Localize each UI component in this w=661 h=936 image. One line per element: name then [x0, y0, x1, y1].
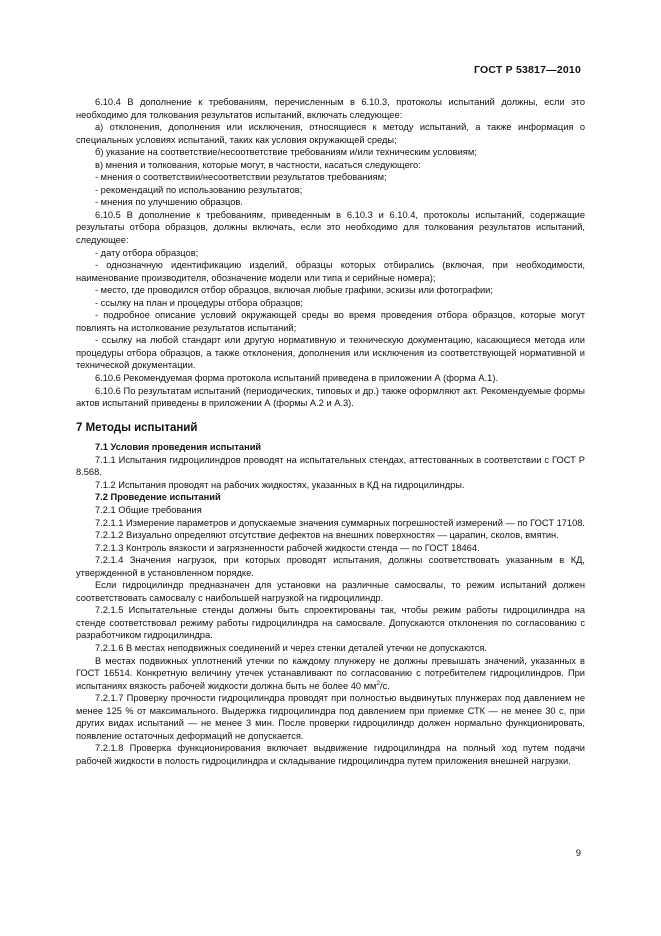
leaks-text-end: /с.	[380, 680, 390, 691]
paragraph-7-2-1-6: 7.2.1.6 В местах неподвижных соединений и через стенки деталей утечки не допускаются.	[95, 642, 488, 653]
leaks-text: В местах подвижных уплотнений утечки по каждому плунжеру не должны превышать значений, указанных в ГОСТ 16514. Конкретную величину утечек устанавливают по согласованию с потребителем гидроцилиндров. При испытаниях вязкость рабочей жидкости должна быть не более 40 мм	[76, 655, 585, 691]
list-item-c: в) мнения и толкования, которые могут, в частности, касаться следующего:	[95, 159, 421, 170]
list-item-dash: - подробное описание условий окружающей среды во время проведения отбора образцов, которые могут повлиять на истолкование результатов испытаний;	[76, 310, 585, 333]
page-number: 9	[575, 848, 581, 859]
list-item-dash: - дату отбора образцов;	[95, 247, 199, 258]
paragraph-7-2-1-4: 7.2.1.4 Значения нагрузок, при которых проводят испытания, должны соответствовать указанным в КД, утвержденной в установленном порядке.	[76, 555, 585, 578]
paragraph-6-10-4: 6.10.4 В дополнение к требованиям, перечисленным в 6.10.3, протоколы испытаний должны, если это необходимо для толкования результатов испытаний, включать следующее:	[76, 97, 585, 120]
paragraph-7-1-2: 7.1.2 Испытания проводят на рабочих жидкостях, указанных в КД на гидроцилиндры.	[95, 479, 465, 490]
paragraph-7-1-1: 7.1.1 Испытания гидроцилиндров проводят на испытательных стендах, аттестованных в соответствии с ГОСТ Р 8.568.	[76, 454, 585, 478]
subsection-title-7-1: 7.1 Условия проведения испытаний	[95, 442, 262, 453]
paragraph-multi-dump-truck: Если гидроцилиндр предназначен для установки на различные самосвалы, то режим испытаний должен соответствовать самосвалу с наибольшей нагрузкой на гидроцилиндр.	[76, 580, 585, 603]
list-item-dash: - мнения по улучшению образцов.	[95, 197, 243, 208]
paragraph-7-2-1-3: 7.2.1.3 Контроль вязкости и загрязненности рабочей жидкости стенда — по ГОСТ 18464.	[95, 542, 480, 553]
list-item-dash: - ссылку на любой стандарт или другую нормативную и техническую документацию, касающиеся метода или процедуры отбора образцов, а также отклонения, дополнения или исключения из соответствующей нормативной и технической документации.	[76, 335, 585, 371]
paragraph-7-2-1-8: 7.2.1.8 Проверка функционирования включает выдвижение гидроцилиндра на полный ход путем подачи рабочей жидкости в полость гидроцилиндра и складывание гидроцилиндра путем приложения внешней нагрузки.	[76, 743, 585, 766]
paragraph-7-2-1-7: 7.2.1.7 Проверку прочности гидроцилиндра проводят при полностью выдвинутых плунжерах под давлением не менее 125 % от максимального. Выдержка гидроцилиндра под давлением при приемке СТК — не менее 30 с, при других видах испытаний — не менее 3 мин. После проверки гидроцилиндр должен нормально функционировать, появление остаточных деформаций не допускается.	[76, 693, 585, 741]
list-item-dash: - рекомендаций по использованию результатов;	[95, 184, 303, 195]
subsection-title-7-2: 7.2 Проведение испытаний	[95, 492, 221, 503]
list-item-dash: - место, где проводился отбор образцов, включая любые графики, эскизы или фотографии;	[95, 285, 493, 296]
list-item-dash: - ссылку на план и процедуры отбора образцов;	[95, 297, 304, 308]
paragraph-7-2-1: 7.2.1 Общие требования	[95, 504, 202, 515]
document-body	[76, 96, 585, 767]
paragraph-leaks	[76, 655, 585, 693]
list-item-a: а) отклонения, дополнения или исключения, относящиеся к методу испытаний, а также информация о специальных условиях испытаний, таких как условия окружающей среды;	[76, 122, 585, 145]
paragraph-6-10-6: 6.10.6 Рекомендуемая форма протокола испытаний приведена в приложении А (форма А.1).	[95, 373, 499, 384]
section-title: 7 Методы испытаний	[76, 421, 198, 434]
list-item-dash: - мнения о соответствии/несоответствии результатов требованиям;	[95, 172, 387, 183]
paragraph-6-10-5: 6.10.5 В дополнение к требованиям, приведенным в 6.10.3 и 6.10.4, протоколы испытаний, содержащие результаты отбора образцов, должны включать, если это необходимо для толкования результатов испытаний, следующее:	[76, 209, 585, 246]
paragraph-7-2-1-1: 7.2.1.1 Измерение параметров и допускаемые значения суммарных погрешностей измерений — по ГОСТ 17108.	[95, 517, 586, 528]
list-item-dash: - однозначную идентификацию изделий, образцы которых отбирались (включая, при необходимости, наименование производителя, обозначение модели или типа и серийные номера);	[76, 260, 585, 283]
paragraph-7-2-1-2: 7.2.1.2 Визуально определяют отсутствие дефектов на внешних поверхностях — царапин, сколов, вмятин.	[95, 530, 559, 541]
paragraph-7-2-1-5: 7.2.1.5 Испытательные стенды должны быть спроектированы так, чтобы режим работы гидроцилиндра на стенде соответствовал режиму работы гидроцилиндра на самосвале. Допускаются отклонения по согласованию с разработчиком гидроцилиндра.	[76, 605, 585, 641]
document-header: ГОСТ Р 53817—2010	[473, 64, 581, 76]
leaks-unit-superscript: 2	[376, 679, 381, 687]
list-item-b: б) указание на соответствие/несоответствие требованиям и/или техническим условиям;	[95, 147, 477, 158]
paragraph-6-10-6-act: 6.10.6 По результатам испытаний (периодических, типовых и др.) также оформляют акт. Рекомендуемые формы актов испытаний приведены в приложении А (формы А.2 и А.3).	[76, 385, 585, 409]
